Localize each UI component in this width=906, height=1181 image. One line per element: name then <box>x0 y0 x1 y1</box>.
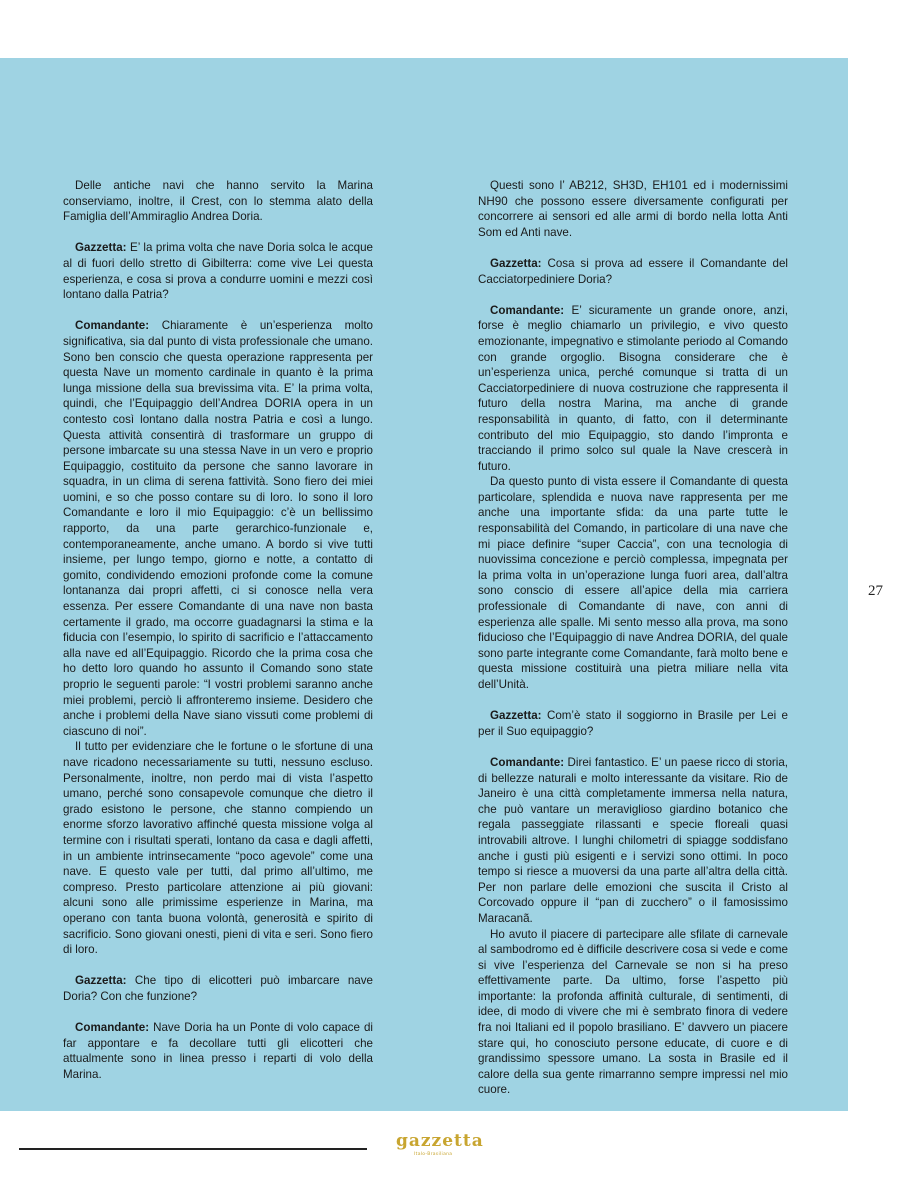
gazzetta-logo: gazzetta <box>396 1131 484 1151</box>
paragraph <box>63 240 373 302</box>
paragraph-text: Com’è stato il soggiorno in Brasile per Lei e per il Suo equipaggio? <box>478 709 788 738</box>
paragraph-text: Delle antiche navi che hanno servito la Marina conserviamo, inoltre, il Crest, con lo stemma alato della Famiglia dell’Ammiraglio Andrea Doria. <box>63 179 373 224</box>
speaker-label: Comandante: <box>490 303 565 317</box>
speaker-label: Gazzetta: <box>490 256 542 270</box>
paragraph-text: Nave Doria ha un Ponte di volo capace di far appontare e fa decollare tutti gli elicotteri che attualmente sono in linea presso i reparti di volo della Marina. <box>63 1021 373 1081</box>
paragraph <box>478 927 788 1099</box>
paragraph <box>63 973 373 1004</box>
paragraph <box>478 474 788 692</box>
paragraph <box>478 256 788 287</box>
paragraph-text: Direi fantastico. E’ un paese ricco di storia, di bellezze naturali e molto interessante da visitare. Rio de Janeiro è una città completamente immersa nella natura, che può vantare un meraviglioso giardino botanico che regala passeggiate rilassanti e specie floreali quasi introvabili altrove. I lunghi chilometri di spiagge soddisfano anche i gusti più esigenti e i servizi sono ottimi. In poco tempo si riesce a muoversi da una parte all’altra della città. Per non parlare delle emozioni che suscita il Cristo al Corcovado oppure il “pan di zucchero” o il famosissimo Maracanã. <box>478 755 788 925</box>
paragraph <box>63 178 373 225</box>
paragraph-text: Questi sono l’ AB212, SH3D, EH101 ed i modernissimi NH90 che possono essere diversamente configurati per concorrere ai sensori ed alle armi di bordo nella lotta Anti Som ed Anti nave. <box>478 179 788 239</box>
paragraph <box>478 178 788 240</box>
right-column <box>478 178 788 1098</box>
speaker-label: Gazzetta: <box>490 709 542 723</box>
left-column <box>63 178 373 1082</box>
paragraph <box>478 755 788 927</box>
page-number: 27 <box>868 583 883 599</box>
speaker-label: Comandante: <box>75 1021 150 1035</box>
paragraph-text: Il tutto per evidenziare che le fortune o le sfortune di una nave ricadono necessariamente su tutti, nessuno escluso. Personalmente, inoltre, non perdo mai di vista l’aspetto umano, perché sono consapevole comunque che dietro il grado esistono le persone, che stanno compiendo un enorme sforzo lavorativo affinché questa missione volga al termine con i risultati sperati, lontano da casa e dagli affetti, in un ambiente intrinsecamente “poco agevole” come una nave. E questo vale per tutti, dal primo all’ultimo, me compreso. Presto particolare attenzione ai più giovani: alcuni sono alle primissime esperienze in Marina, ma operano con tanta buona volontà, generosità e spirito di sacrificio. Sono giovani onesti, pieni di vita e seri. Sono fiero di loro. <box>63 740 373 957</box>
paragraph-text: E’ sicuramente un grande onore, anzi, forse è meglio chiamarlo un privilegio, e vivo questo emozionante, impegnativo e stimolante periodo al Comando con grande orgoglio. Bisogna considerare che è un’esperienza unica, perché comunque si tratta di un Cacciatorpediniere di nuova costruzione che rappresenta il futuro della nostra Marina, ma anche di grande responsabilità in quanto, di fatto, con il determinante contributo del mio Equipaggio, sto dando l’impronta e tracciando il primo solco sul quale la Nave crescerà in futuro. <box>478 303 788 473</box>
paragraph-text: Da questo punto di vista essere il Comandante di questa particolare, splendida e nuova nave rappresenta per me anche una importante sfida: da una parte tutte le responsabilità del Comando, in particolare di una nave che mi piace definire “super Caccia”, con una tecnologia di nuovissima concezione e perciò complessa, impegnata per la prima volta in un’operazione lunga fuori area, dall’altra sono conscio di essere all’apice della mia carriera professionale di Comandante di nave, con anni di esperienza alle spalle. Mi sento messo alla prova, ma sono fiducioso che l’Equipaggio di nave Andrea DORIA, del quale sono parte integrante come Comandante, farà molto bene e questa missione costituirà una pietra miliare nella vita dell’Unità. <box>478 475 788 691</box>
speaker-label: Gazzetta: <box>75 241 127 255</box>
gazzetta-logo-tagline: Italo-Brasiliana <box>414 1152 453 1157</box>
paragraph-text: E’ la prima volta che nave Doria solca le acque al di fuori dello stretto di Gibilterra: come vive Lei questa esperienza, e cosa si prova a condurre uomini e mezzi così lontano dalla Patria? <box>63 241 373 302</box>
paragraph <box>478 708 788 739</box>
paragraph-text: Chiaramente è un’esperienza molto significativa, sia dal punto di vista professionale che umano. Sono ben conscio che questa operazione rappresenta per questa Nave un momento cardinale in quanto è la prima lunga missione della sua brevissima vita. E’ la prima volta, quindi, che l’Equipaggio dell’Andrea DORIA opera in un contesto così lontano dalla nostra Patria e così a lungo. Questa attività consentirà di trasformare un gruppo di persone imbarcate su una stessa Nave in un vero e proprio Equipaggio, costituito da persone che sanno lavorare in squadra, in un clima di serena fattività. Sono fiero dei miei uomini, e so che posso contare su di loro. Io sono il loro Comandante e loro il mio Equipaggio: c’è un bellissimo rapporto, da una parte gerarchico-funzionale e, contemporaneamente, anche umano. A bordo si vive tutti insieme, per lungo tempo, giorno e notte, a contatto di gomito, condividendo emozioni profonde come la comune lontananza dai propri affetti, ci si conosce nella vera essenza. Per essere Comandante di una nave non basta certamente il grado, ma occorre guadagnarsi la stima e la fiducia con l’esempio, lo spirito di sacrificio e l’attaccamento alla nave ed all’Equipaggio. Ricordo che la prima cosa che ho detto loro quando ho assunto il Comando sono state proprio le seguenti parole: “I vostri problemi saranno anche miei problemi, perciò li affronteremo insieme. Desidero che anche i problemi della Nave siano vissuti come problemi di ciascuno di noi”. <box>63 319 373 738</box>
paragraph-text: Che tipo di elicotteri può imbarcare nave Doria? Con che funzione? <box>63 974 373 1003</box>
footer-divider <box>19 1148 367 1150</box>
paragraph <box>63 318 373 739</box>
speaker-label: Comandante: <box>75 319 150 333</box>
paragraph <box>63 1020 373 1082</box>
paragraph-text: Ho avuto il piacere di partecipare alle sfilate di carnevale al sambodromo ed è difficile descrivere cosa si vede e come si vive l’esperienza del Carnevale se non si ha preso effettivamente parte. Da ultimo, forse l’aspetto più importante: la profonda affinità culturale, di sentimenti, di idee, di modo di vivere che mi è sembrato finora di vedere fra noi Italiani ed il popolo brasiliano. E’ davvero un piacere stare qui, ho conosciuto persone educate, di cuore e di grandissimo spessore umano. La sosta in Brasile ed il calore della sua gente rimarranno sempre impressi nel mio cuore. <box>478 927 788 1097</box>
speaker-label: Gazzetta: <box>75 974 127 988</box>
speaker-label: Comandante: <box>490 755 565 769</box>
paragraph <box>478 303 788 475</box>
paragraph <box>63 739 373 957</box>
paragraph-text: Cosa si prova ad essere il Comandante del Cacciatorpediniere Doria? <box>478 256 788 286</box>
